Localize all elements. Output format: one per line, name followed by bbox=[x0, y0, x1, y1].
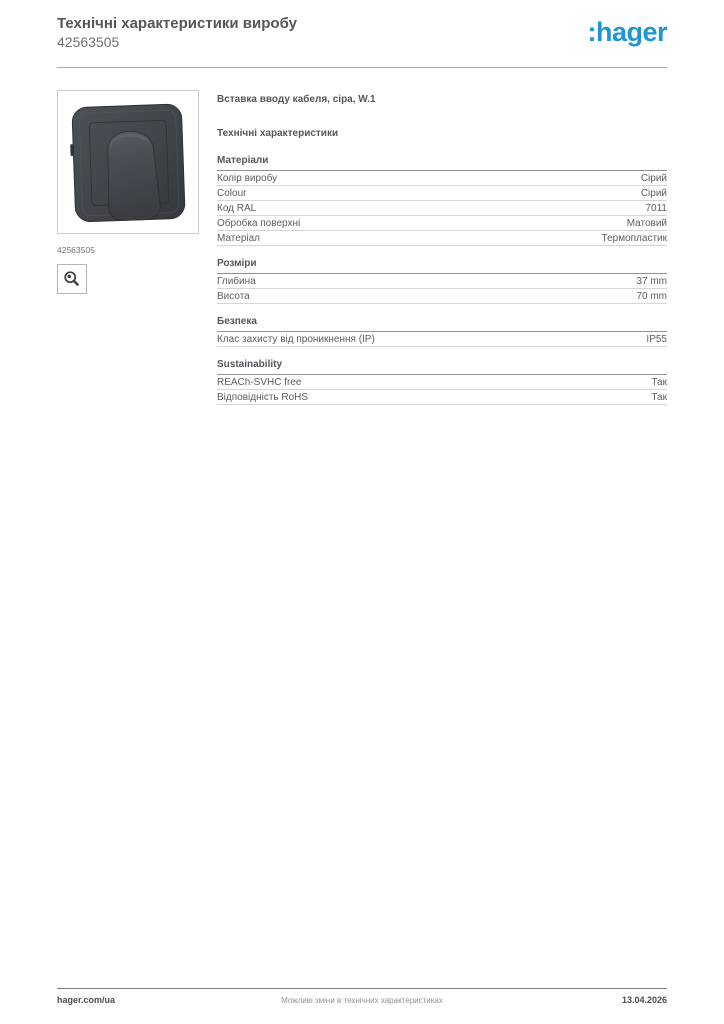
product-reference: 42563505 bbox=[57, 34, 120, 50]
spec-value: Сірий bbox=[640, 187, 667, 199]
footer-date: 13.04.2026 bbox=[621, 995, 667, 1005]
spec-value: Матовий bbox=[626, 217, 667, 229]
spec-label: Глибина bbox=[217, 275, 256, 287]
product-name: Вставка вводу кабеля, сіра, W.1 bbox=[217, 94, 376, 105]
spec-value: Сірий bbox=[640, 172, 667, 184]
footer bbox=[57, 995, 667, 1005]
product-image-caption: 42563505 bbox=[57, 245, 95, 255]
spec-row-rohs bbox=[217, 390, 667, 405]
spec-label: Обробка поверхні bbox=[217, 217, 301, 229]
spec-row-ip-rating bbox=[217, 332, 667, 347]
spec-row-height bbox=[217, 289, 667, 304]
spec-section-safety bbox=[217, 316, 667, 347]
page-title: Технічні характеристики виробу bbox=[57, 15, 297, 32]
spec-row-material bbox=[217, 231, 667, 246]
spec-label: Colour bbox=[217, 187, 247, 199]
spec-row-ral-code bbox=[217, 201, 667, 216]
footer-website-link[interactable]: hager.com/ua bbox=[57, 995, 116, 1005]
spec-label: Клас захисту від проникнення (IP) bbox=[217, 333, 375, 345]
spec-section-dimensions bbox=[217, 258, 667, 304]
magnifier-icon bbox=[63, 270, 81, 288]
spec-row-colour bbox=[217, 186, 667, 201]
main-content bbox=[57, 90, 667, 405]
cable-entry-insert-illustration bbox=[58, 91, 198, 233]
spec-value: 7011 bbox=[645, 202, 667, 214]
spec-label: Висота bbox=[217, 290, 250, 302]
image-column bbox=[57, 90, 199, 405]
spec-row-depth bbox=[217, 274, 667, 289]
spec-section-materials bbox=[217, 155, 667, 246]
spec-label: REACh-SVHC free bbox=[217, 376, 302, 388]
spec-label: Відповідність RoHS bbox=[217, 391, 309, 403]
footer-divider bbox=[57, 988, 667, 989]
header-text-block bbox=[57, 14, 297, 51]
section-title: Матеріали bbox=[217, 155, 667, 171]
section-title: Розміри bbox=[217, 258, 667, 274]
header-divider bbox=[57, 67, 667, 68]
spec-section-sustainability bbox=[217, 359, 667, 405]
spec-label: Колір виробу bbox=[217, 172, 278, 184]
spec-row-product-colour bbox=[217, 171, 667, 186]
image-zoom-button[interactable] bbox=[57, 264, 87, 294]
specs-heading: Технічні характеристики bbox=[217, 128, 339, 139]
footer-disclaimer: Можливі зміни в технічних характеристиках bbox=[281, 996, 443, 1005]
spec-label: Код RAL bbox=[217, 202, 257, 214]
spec-value: 70 mm bbox=[636, 290, 667, 302]
spec-value: Так bbox=[651, 376, 667, 388]
spec-value: Термопластик bbox=[601, 232, 667, 244]
spec-row-reach-svhc bbox=[217, 375, 667, 390]
spec-label: Матеріал bbox=[217, 232, 260, 244]
section-title: Sustainability bbox=[217, 359, 667, 375]
section-title: Безпека bbox=[217, 316, 667, 332]
hager-logo: :hager bbox=[587, 17, 667, 47]
header bbox=[57, 14, 667, 51]
product-image bbox=[57, 90, 199, 234]
spec-row-surface-finish bbox=[217, 216, 667, 231]
spec-value: Так bbox=[651, 391, 667, 403]
spec-value: 37 mm bbox=[636, 275, 667, 287]
spec-value: IP55 bbox=[646, 333, 667, 345]
specs-column bbox=[217, 90, 667, 405]
